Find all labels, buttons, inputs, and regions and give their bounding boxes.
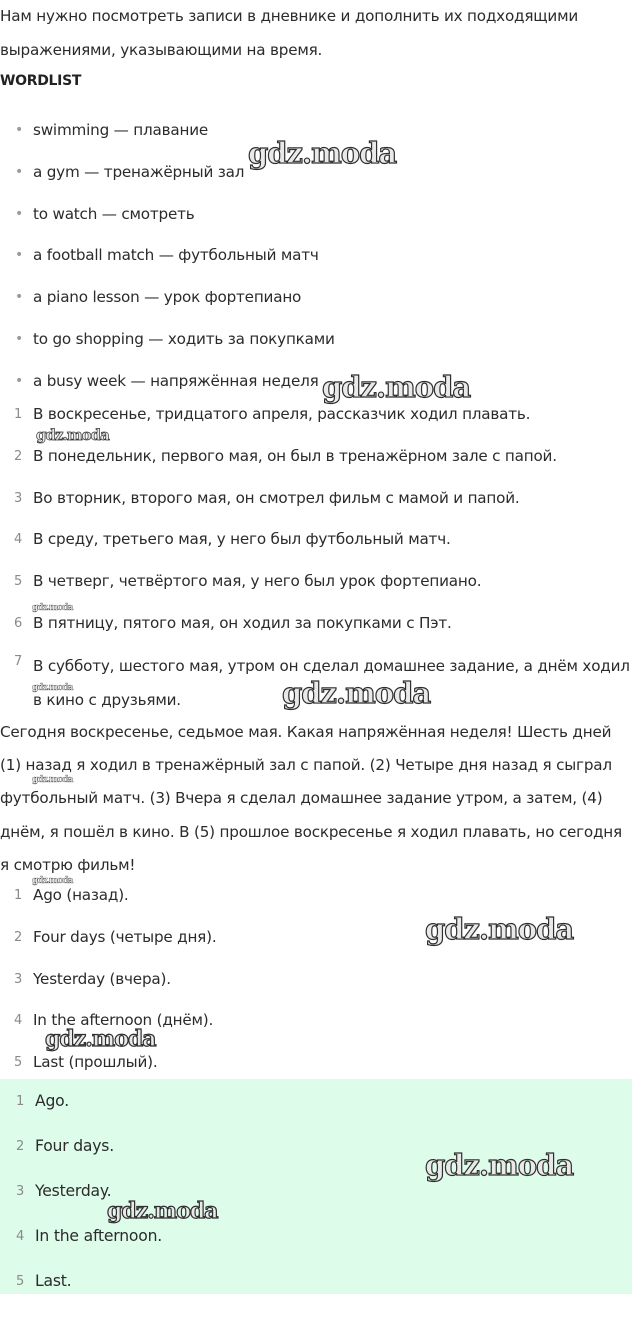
- bullet-icon: •: [15, 247, 24, 264]
- list-item: 6 В пятницу, пятого мая, он ходил за покупками с Пэт.: [0, 603, 630, 645]
- list-item: 4 In the afternoon.: [0, 1214, 620, 1259]
- item-number: 5: [14, 574, 23, 590]
- wordlist: [0, 110, 630, 403]
- list-item: 5 В четверг, четвёртого мая, у него был урок фортепиано.: [0, 561, 630, 603]
- watermark-logo: gdz.moda: [425, 1148, 574, 1182]
- bullet-icon: •: [15, 330, 24, 347]
- watermark-logo: gdz.moda: [425, 912, 574, 946]
- item-number: 2: [14, 448, 23, 464]
- watermark-logo: gdz.moda: [32, 876, 73, 886]
- list-item: 1 В воскресенье, тридцатого апреля, рассказчик ходил плавать.: [0, 394, 630, 436]
- hints-list: [0, 875, 630, 1084]
- watermark-logo: gdz.moda: [36, 426, 109, 444]
- list-item: 3 Yesterday (вчера).: [0, 959, 630, 1001]
- watermark-logo: gdz.moda: [282, 676, 431, 710]
- bullet-icon: •: [15, 372, 24, 389]
- list-item: 5 Last (прошлый).: [0, 1042, 630, 1084]
- item-number: 5: [16, 1274, 25, 1289]
- answer-box: [0, 1079, 632, 1294]
- watermark-logo: gdz.moda: [32, 603, 73, 613]
- item-number: 2: [16, 1139, 25, 1154]
- watermark-logo: gdz.moda: [32, 683, 73, 693]
- wordlist-item: • a piano lesson — урок фортепиано: [0, 277, 630, 319]
- list-item: 2 Four days.: [0, 1124, 620, 1169]
- list-item: 5 Last.: [0, 1259, 620, 1304]
- wordlist-item: • to watch — смотреть: [0, 194, 630, 236]
- list-item: 4 In the afternoon (днём).: [0, 1000, 630, 1042]
- list-item: 1 Ago (назад).: [0, 875, 630, 917]
- bullet-icon: •: [15, 163, 24, 180]
- bullet-icon: •: [15, 205, 24, 222]
- item-number: 1: [16, 1094, 25, 1109]
- wordlist-heading: WORDLIST: [0, 73, 82, 89]
- watermark-logo: gdz.moda: [248, 136, 397, 170]
- watermark-logo: gdz.moda: [45, 1026, 156, 1052]
- item-number: 4: [14, 1013, 23, 1029]
- wordlist-item: • a busy week — напряжённая неделя: [0, 361, 630, 403]
- list-item: 2 В понедельник, первого мая, он был в тренажёрном зале с папой.: [0, 436, 630, 478]
- diary-story: Сегодня воскресенье, седьмое мая. Какая напряжённая неделя! Шесть дней (1) назад я ходил в тренажёрный зал с папой. (2) Четыре дня назад я сыграл футбольный матч. (3) Вчера я сделал домашнее задание утром, а затем, (4) днём, я пошёл в кино. В (5) прошлое воскресенье я ходил плавать, но сегодня я смотрю фильм!: [0, 723, 622, 874]
- item-number: 3: [16, 1184, 25, 1199]
- wordlist-item: • a football match — футбольный матч: [0, 235, 630, 277]
- item-number: 1: [14, 407, 23, 422]
- task-intro: Нам нужно посмотреть записи в дневнике и дополнить их подходящими выражениями, указывающими на время.: [0, 7, 578, 59]
- bullet-icon: •: [15, 289, 24, 306]
- list-item: 7 В субботу, шестого мая, утром он сделал домашнее задание, а днём ходил в кино с друзьями.: [0, 645, 630, 717]
- list-item: 3 Во вторник, второго мая, он смотрел фильм с мамой и папой.: [0, 478, 630, 520]
- list-item: 2 Four days (четыре дня).: [0, 917, 630, 959]
- bullet-icon: •: [15, 122, 24, 138]
- wordlist-item: • swimming — плавание: [0, 110, 630, 152]
- watermark-logo: gdz.moda: [322, 370, 471, 404]
- item-number: 6: [14, 615, 23, 631]
- item-number: 4: [16, 1229, 25, 1244]
- wordlist-item: • to go shopping — ходить за покупками: [0, 319, 630, 361]
- watermark-logo: gdz.moda: [32, 775, 73, 785]
- item-number: 5: [14, 1055, 23, 1071]
- diary-facts-list: [0, 394, 630, 717]
- list-item: 4 В среду, третьего мая, у него был футбольный матч.: [0, 519, 630, 561]
- item-number: 7: [14, 653, 23, 669]
- item-number: 3: [14, 490, 23, 506]
- answers-list: [0, 1079, 620, 1304]
- list-item: 3 Yesterday.: [0, 1169, 620, 1214]
- wordlist-item: • a gym — тренажёрный зал: [0, 152, 630, 194]
- item-number: 4: [14, 532, 23, 548]
- item-number: 2: [14, 929, 23, 945]
- list-item: 1 Ago.: [0, 1079, 620, 1124]
- item-number: 1: [14, 888, 23, 903]
- watermark-logo: gdz.moda: [107, 1198, 218, 1224]
- item-number: 3: [14, 971, 23, 987]
